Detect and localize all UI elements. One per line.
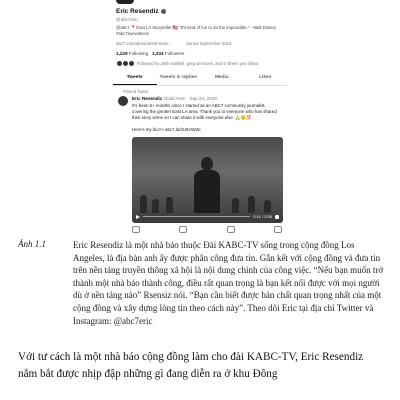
video-figure bbox=[166, 197, 173, 213]
tweet-avatar bbox=[118, 96, 128, 106]
retweet-icon bbox=[179, 226, 187, 233]
reply-icon bbox=[132, 226, 140, 233]
body-paragraph: Với tư cách là một nhà báo cộng đồng làm cho đài KABC-TV, Eric Resendiz nắm bắt được nhịp đập những gì đang diễn ra ở khu Đông bbox=[18, 351, 364, 380]
pinned-label: Pinned Tweet bbox=[123, 89, 149, 94]
tweet-text: It's been 6+ months since I started as an ABC7 community journalist, covering the greater East LA area. Thank you to everyone who has shared their story w/me so I can share it with everyone else. 🙏😊💯 bbox=[132, 103, 277, 120]
followers-count: 1,234 bbox=[152, 51, 164, 56]
profile-link: abc7.com/about/meet-team... bbox=[116, 41, 172, 46]
followed-by bbox=[116, 60, 258, 67]
embedded-twitter-screenshot bbox=[113, 0, 287, 235]
profile-meta bbox=[116, 41, 284, 46]
video-figure bbox=[140, 195, 147, 213]
tab-tweets-replies: Tweets & replies bbox=[159, 75, 197, 80]
video-progress-track bbox=[143, 216, 250, 218]
following-count: 1,229 bbox=[116, 51, 128, 56]
share-icon bbox=[274, 226, 282, 233]
figure-label: Ảnh 1.1 bbox=[18, 239, 46, 249]
followed-by-text: Followed by Josh Haskell, greg simmons, and 5 others you follow bbox=[137, 61, 259, 66]
tweet-actions bbox=[132, 226, 282, 233]
video-figure bbox=[232, 198, 239, 213]
profile-joined: Joined September 2014 bbox=[185, 41, 232, 46]
profile-handle: @abc7eric bbox=[116, 17, 138, 22]
follow-counts bbox=[116, 51, 184, 56]
volume-icon bbox=[275, 215, 279, 219]
tweet-bio-link: Here's my bio>> abc7.la/2U5HW3e bbox=[132, 127, 201, 132]
tab-tweets: Tweets bbox=[113, 71, 157, 85]
profile-name: Eric Resendiz bbox=[116, 8, 159, 15]
tweet-handle-date: @abc7eric · Sep 24, 2019 bbox=[163, 96, 217, 101]
tab-likes: Likes bbox=[259, 75, 272, 80]
video-figure bbox=[152, 199, 159, 213]
profile-avatar bbox=[116, 0, 134, 4]
video-presenter bbox=[194, 157, 220, 213]
like-icon bbox=[227, 226, 235, 233]
tweet-header bbox=[132, 96, 217, 101]
tab-media: Media bbox=[214, 75, 229, 80]
profile-bio: @abc7 📍East LA Storyteller 🇺🇸 "It's kind of fun to do the impossible." - Walt Disney #abc7eyewitness bbox=[116, 25, 276, 36]
play-icon bbox=[136, 215, 140, 219]
video-figure bbox=[264, 200, 271, 213]
followers-label: Followers bbox=[164, 51, 185, 56]
profile-tabs bbox=[113, 71, 287, 86]
video-figure bbox=[248, 196, 255, 213]
video-time: 0:11 / 3:39 bbox=[253, 214, 272, 219]
tweet-video bbox=[132, 137, 283, 223]
following-label: Following bbox=[128, 51, 149, 56]
follower-avatars-icon bbox=[116, 60, 134, 67]
video-controls bbox=[136, 213, 279, 220]
figure-caption: Eric Resendiz là một nhà báo thuộc Đài KABC-TV sống trong cộng đồng Los Angeles, là địa bàn anh ấy được phân công đưa tin. Gắn kết với cộng đồng và đưa tin trên nền tảng truyền thông xã hội là nội dung chính của công việc. “Nếu bạn muốn trở thành một nhà báo thành công, điều rất quan trọng là bạn kết nối được với mọi người dù ở nền tảng nào” Rsensiz nói. “Bạn cần biết được bản chất quan trọng nhất của một cộng đồng và xây dựng lòng tin theo cách này”. Theo dõi Eric tại địa chỉ Twitter và Instagram: @abc7eric bbox=[73, 240, 384, 326]
verified-icon bbox=[161, 9, 166, 14]
tweet-author: Eric Resendiz bbox=[132, 96, 163, 101]
